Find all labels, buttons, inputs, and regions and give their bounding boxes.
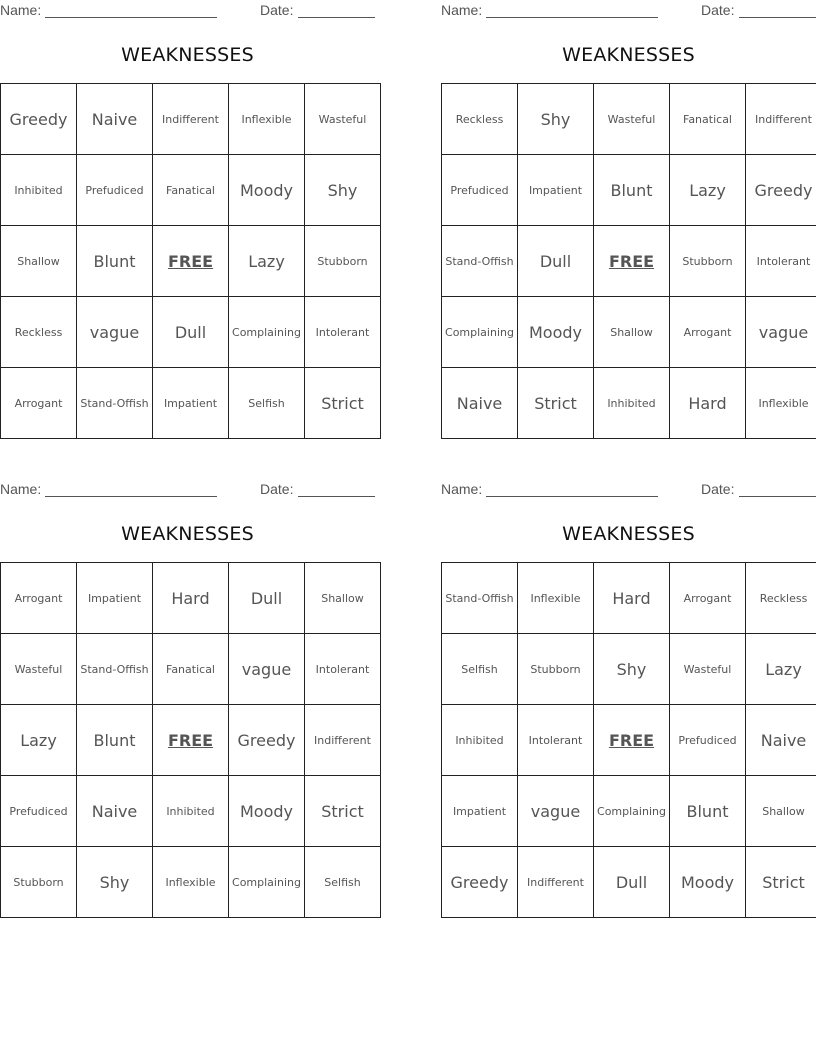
bingo-cell[interactable]: Greedy bbox=[746, 155, 816, 226]
bingo-row bbox=[442, 705, 816, 776]
bingo-cell[interactable]: Impatient bbox=[77, 563, 153, 634]
bingo-grid bbox=[0, 562, 381, 918]
bingo-cell[interactable]: Intolerant bbox=[305, 297, 381, 368]
bingo-cell[interactable]: Reckless bbox=[442, 84, 518, 155]
name-label: Name: bbox=[0, 481, 42, 497]
bingo-cell[interactable]: Hard bbox=[670, 368, 746, 439]
bingo-cell[interactable]: Lazy bbox=[746, 634, 816, 705]
bingo-cell[interactable]: Selfish bbox=[442, 634, 518, 705]
bingo-cell[interactable]: Wasteful bbox=[1, 634, 77, 705]
date-line bbox=[298, 496, 375, 497]
bingo-cell[interactable]: Dull bbox=[153, 297, 229, 368]
bingo-cell[interactable]: Complaining bbox=[594, 776, 670, 847]
bingo-cell[interactable]: Dull bbox=[594, 847, 670, 918]
bingo-cell[interactable]: Prefudiced bbox=[670, 705, 746, 776]
bingo-cell[interactable]: Arrogant bbox=[670, 563, 746, 634]
bingo-cell[interactable]: Lazy bbox=[229, 226, 305, 297]
bingo-cell[interactable]: Naive bbox=[77, 84, 153, 155]
bingo-cell[interactable]: Inhibited bbox=[153, 776, 229, 847]
card-header bbox=[441, 0, 816, 22]
date-label: Date: bbox=[701, 481, 735, 497]
bingo-cell[interactable]: Strict bbox=[518, 368, 594, 439]
bingo-row bbox=[442, 297, 816, 368]
date-line bbox=[739, 17, 816, 18]
bingo-cell[interactable]: Indifferent bbox=[518, 847, 594, 918]
bingo-cell[interactable]: Hard bbox=[594, 563, 670, 634]
bingo-cell[interactable]: Stand-Offish bbox=[442, 563, 518, 634]
bingo-cell[interactable]: Shy bbox=[518, 84, 594, 155]
bingo-cell[interactable]: Indifferent bbox=[305, 705, 381, 776]
bingo-row bbox=[442, 226, 816, 297]
bingo-cell[interactable]: Lazy bbox=[670, 155, 746, 226]
bingo-cell[interactable]: Intolerant bbox=[746, 226, 816, 297]
bingo-cell[interactable]: Hard bbox=[153, 563, 229, 634]
bingo-cell[interactable]: Strict bbox=[305, 368, 381, 439]
bingo-row bbox=[1, 155, 381, 226]
bingo-cell[interactable]: Impatient bbox=[153, 368, 229, 439]
bingo-cell[interactable]: vague bbox=[746, 297, 816, 368]
bingo-cell[interactable]: Indifferent bbox=[153, 84, 229, 155]
bingo-cell[interactable]: Naive bbox=[77, 776, 153, 847]
bingo-cell[interactable]: Stubborn bbox=[518, 634, 594, 705]
name-label: Name: bbox=[441, 2, 483, 18]
bingo-cell[interactable]: Impatient bbox=[518, 155, 594, 226]
bingo-cell[interactable]: Inflexible bbox=[153, 847, 229, 918]
bingo-cell[interactable]: Selfish bbox=[229, 368, 305, 439]
bingo-cell[interactable]: Blunt bbox=[670, 776, 746, 847]
card-header bbox=[441, 479, 816, 501]
bingo-cell[interactable]: Arrogant bbox=[1, 368, 77, 439]
bingo-cell[interactable]: Shy bbox=[77, 847, 153, 918]
bingo-row bbox=[442, 368, 816, 439]
bingo-cell[interactable]: Shallow bbox=[305, 563, 381, 634]
bingo-cell[interactable]: Shallow bbox=[1, 226, 77, 297]
date-label: Date: bbox=[701, 2, 735, 18]
bingo-cell[interactable]: Naive bbox=[746, 705, 816, 776]
bingo-row bbox=[1, 297, 381, 368]
bingo-row bbox=[442, 776, 816, 847]
free-space-cell[interactable]: FREE bbox=[594, 226, 670, 297]
date-line bbox=[739, 496, 816, 497]
bingo-cell[interactable]: Stand-Offish bbox=[77, 634, 153, 705]
bingo-cell[interactable]: Wasteful bbox=[594, 84, 670, 155]
bingo-cell[interactable]: Inhibited bbox=[594, 368, 670, 439]
bingo-row bbox=[1, 634, 381, 705]
bingo-cell[interactable]: Dull bbox=[518, 226, 594, 297]
date-label: Date: bbox=[260, 2, 294, 18]
bingo-cell[interactable]: Greedy bbox=[442, 847, 518, 918]
bingo-cell[interactable]: Shallow bbox=[594, 297, 670, 368]
bingo-row bbox=[442, 634, 816, 705]
free-space-cell[interactable]: FREE bbox=[594, 705, 670, 776]
bingo-cell[interactable]: Intolerant bbox=[305, 634, 381, 705]
bingo-cell[interactable]: Stubborn bbox=[1, 847, 77, 918]
name-line bbox=[486, 17, 658, 18]
bingo-cell[interactable]: Stand-Offish bbox=[442, 226, 518, 297]
bingo-cell[interactable]: Strict bbox=[305, 776, 381, 847]
bingo-cell[interactable]: Strict bbox=[746, 847, 816, 918]
bingo-cell[interactable]: Selfish bbox=[305, 847, 381, 918]
bingo-cell[interactable]: vague bbox=[518, 776, 594, 847]
bingo-cell[interactable]: Shy bbox=[594, 634, 670, 705]
bingo-row bbox=[1, 705, 381, 776]
bingo-cell[interactable]: Impatient bbox=[442, 776, 518, 847]
bingo-grid bbox=[441, 83, 816, 439]
bingo-cell[interactable]: Dull bbox=[229, 563, 305, 634]
card-title: WEAKNESSES bbox=[121, 44, 254, 66]
bingo-cell[interactable]: Stubborn bbox=[670, 226, 746, 297]
bingo-grid bbox=[441, 562, 816, 918]
date-line bbox=[298, 17, 375, 18]
bingo-cell[interactable]: Greedy bbox=[1, 84, 77, 155]
bingo-cell[interactable]: Inhibited bbox=[1, 155, 77, 226]
name-line bbox=[486, 496, 658, 497]
bingo-cell[interactable]: Shallow bbox=[746, 776, 816, 847]
bingo-row bbox=[442, 847, 816, 918]
card-title: WEAKNESSES bbox=[562, 44, 695, 66]
bingo-cell[interactable]: Shy bbox=[305, 155, 381, 226]
name-label: Name: bbox=[0, 2, 42, 18]
bingo-cell[interactable]: Greedy bbox=[229, 705, 305, 776]
bingo-cell[interactable]: Stubborn bbox=[305, 226, 381, 297]
bingo-cell[interactable]: Blunt bbox=[77, 226, 153, 297]
bingo-row bbox=[1, 563, 381, 634]
bingo-cell[interactable]: Inflexible bbox=[229, 84, 305, 155]
bingo-cell[interactable]: Moody bbox=[229, 155, 305, 226]
bingo-cell[interactable]: vague bbox=[229, 634, 305, 705]
card-header bbox=[0, 479, 375, 501]
bingo-cell[interactable]: Fanatical bbox=[670, 84, 746, 155]
bingo-cell[interactable]: Inflexible bbox=[746, 368, 816, 439]
bingo-grid bbox=[0, 83, 381, 439]
bingo-row bbox=[1, 226, 381, 297]
bingo-cell[interactable]: vague bbox=[77, 297, 153, 368]
bingo-cell[interactable]: Arrogant bbox=[670, 297, 746, 368]
bingo-cell[interactable]: Complaining bbox=[442, 297, 518, 368]
card-header bbox=[0, 0, 375, 22]
bingo-row bbox=[442, 563, 816, 634]
bingo-cell[interactable]: Blunt bbox=[77, 705, 153, 776]
card-title: WEAKNESSES bbox=[121, 523, 254, 545]
bingo-cell[interactable]: Arrogant bbox=[1, 563, 77, 634]
bingo-cell[interactable]: Fanatical bbox=[153, 155, 229, 226]
date-label: Date: bbox=[260, 481, 294, 497]
bingo-row bbox=[442, 84, 816, 155]
bingo-cell[interactable]: Inflexible bbox=[518, 563, 594, 634]
bingo-cell[interactable]: Complaining bbox=[229, 847, 305, 918]
bingo-cell[interactable]: Moody bbox=[518, 297, 594, 368]
name-line bbox=[45, 17, 217, 18]
bingo-row bbox=[442, 155, 816, 226]
free-space-cell[interactable]: FREE bbox=[153, 226, 229, 297]
bingo-cell[interactable]: Complaining bbox=[229, 297, 305, 368]
bingo-cell[interactable]: Moody bbox=[670, 847, 746, 918]
bingo-cell[interactable]: Wasteful bbox=[670, 634, 746, 705]
bingo-cell[interactable]: Naive bbox=[442, 368, 518, 439]
bingo-cell[interactable]: Moody bbox=[229, 776, 305, 847]
bingo-cell[interactable]: Inhibited bbox=[442, 705, 518, 776]
name-line bbox=[45, 496, 217, 497]
bingo-cell[interactable]: Blunt bbox=[594, 155, 670, 226]
bingo-row bbox=[1, 776, 381, 847]
bingo-cell[interactable]: Stand-Offish bbox=[77, 368, 153, 439]
bingo-cell[interactable]: Fanatical bbox=[153, 634, 229, 705]
bingo-cell[interactable]: Intolerant bbox=[518, 705, 594, 776]
bingo-cell[interactable]: Indifferent bbox=[746, 84, 816, 155]
free-space-cell[interactable]: FREE bbox=[153, 705, 229, 776]
bingo-cell[interactable]: Lazy bbox=[1, 705, 77, 776]
card-title: WEAKNESSES bbox=[562, 523, 695, 545]
bingo-row bbox=[1, 847, 381, 918]
bingo-cell[interactable]: Reckless bbox=[746, 563, 816, 634]
bingo-cell[interactable]: Reckless bbox=[1, 297, 77, 368]
bingo-row bbox=[1, 368, 381, 439]
bingo-row bbox=[1, 84, 381, 155]
bingo-cell[interactable]: Wasteful bbox=[305, 84, 381, 155]
bingo-cell[interactable]: Prefudiced bbox=[77, 155, 153, 226]
bingo-cell[interactable]: Prefudiced bbox=[1, 776, 77, 847]
name-label: Name: bbox=[441, 481, 483, 497]
bingo-cell[interactable]: Prefudiced bbox=[442, 155, 518, 226]
